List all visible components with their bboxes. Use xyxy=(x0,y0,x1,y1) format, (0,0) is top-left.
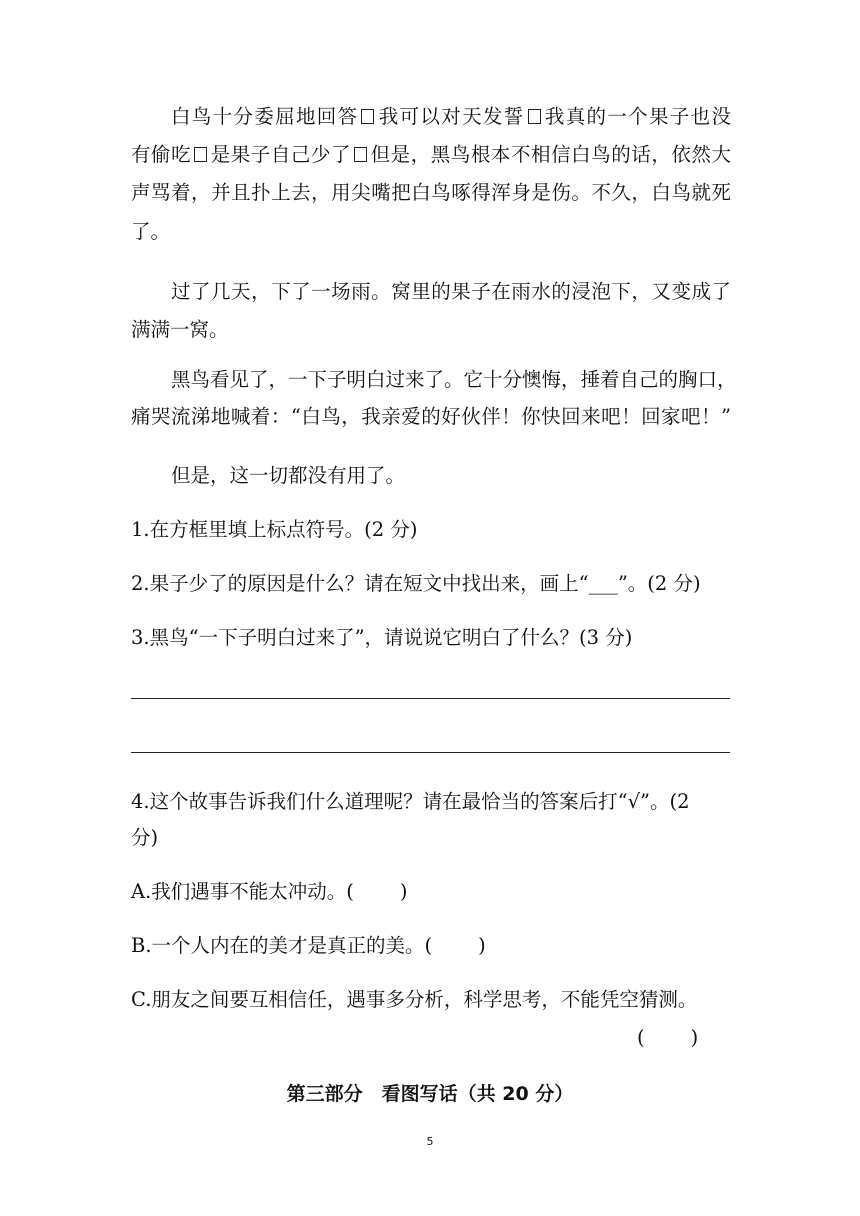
option-a-text: A.我们遇事不能太冲动。( xyxy=(131,880,354,903)
text-segment: 白鸟十分委屈地回答 xyxy=(171,105,359,128)
passage-p2-line1: 过了几天，下了一场雨。窝里的果子在雨水的浸泡下，又变成了 xyxy=(171,280,731,303)
section-heading: 第三部分 看图写话（共 20 分） xyxy=(286,1083,574,1105)
punctuation-box[interactable] xyxy=(194,147,207,162)
question-2: 2.果子少了的原因是什么？请在短文中找出来，画上“___”。(2 分) xyxy=(131,572,701,595)
question-4-line1: 4.这个故事告诉我们什么道理呢？请在最恰当的答案后打“√”。(2 xyxy=(131,790,690,813)
question-1: 1.在方框里填上标点符号。(2 分) xyxy=(131,518,418,541)
text-segment: 有偷吃 xyxy=(131,143,192,166)
passage-p1-line1 xyxy=(171,105,731,129)
question-4-line2: 分) xyxy=(131,826,159,849)
paren-open: ( xyxy=(637,1026,645,1049)
paren-close: ) xyxy=(399,880,408,903)
passage-p3-line2: 痛哭流涕地喊着：“白鸟，我亲爱的好伙伴！你快回来吧！回家吧！” xyxy=(131,405,731,428)
paren-close: ) xyxy=(478,934,486,957)
option-b xyxy=(131,934,731,958)
punctuation-box[interactable] xyxy=(528,109,541,124)
text-segment: 但是，黑鸟根本不相信白鸟的话，依然大 xyxy=(370,143,731,166)
text-segment: 是果子自己少了 xyxy=(210,143,352,166)
paren-close: ) xyxy=(690,1026,699,1049)
answer-line-1[interactable] xyxy=(131,698,730,699)
passage-p1-line2 xyxy=(131,143,731,167)
option-b-text: B.一个人内在的美才是真正的美。( xyxy=(131,934,433,957)
passage-p4-line1: 但是，这一切都没有用了。 xyxy=(171,464,406,487)
text-segment: 我真的一个果子也没 xyxy=(543,105,731,128)
passage-p1-line4: 了。 xyxy=(131,220,171,243)
passage-p3-line1: 黑鸟看见了，一下子明白过来了。它十分懊悔，捶着自己的胸口， xyxy=(171,368,737,391)
text-segment: 我可以对天发誓 xyxy=(377,105,525,128)
passage-p1-line3: 声骂着，并且扑上去，用尖嘴把白鸟啄得浑身是伤。不久，白鸟就死 xyxy=(131,181,731,204)
option-c-answer-bracket[interactable] xyxy=(637,1026,717,1050)
passage-p2-line2: 满满一窝。 xyxy=(131,318,229,341)
punctuation-box[interactable] xyxy=(354,147,367,162)
punctuation-box[interactable] xyxy=(361,109,374,124)
option-a xyxy=(131,880,731,904)
question-3: 3.黑鸟“一下子明白过来了”，请说说它明白了什么？(3 分) xyxy=(131,626,633,649)
answer-line-2[interactable] xyxy=(131,752,730,753)
page-number: 5 xyxy=(426,1135,434,1148)
option-c: C.朋友之间要互相信任，遇事多分析，科学思考，不能凭空猜测。 xyxy=(131,988,698,1011)
